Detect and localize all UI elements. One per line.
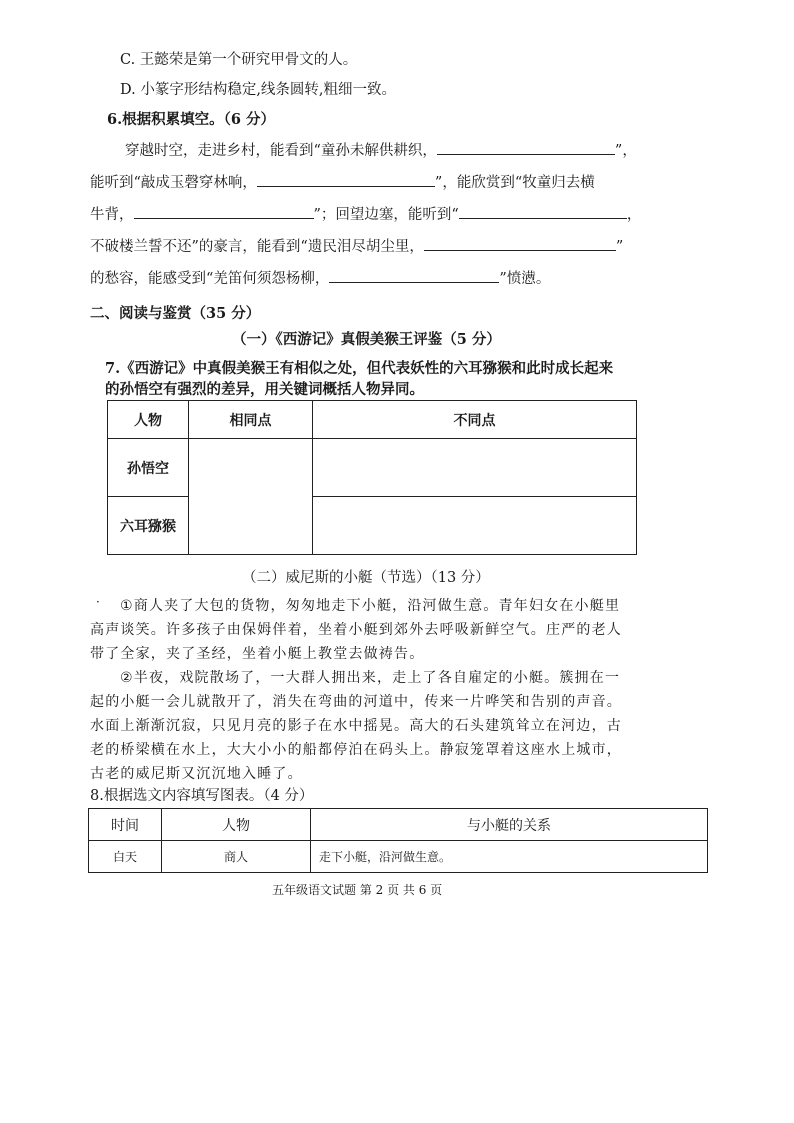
q6-text: 能听到“敲成玉磬穿林响， bbox=[90, 175, 257, 191]
q6-line-1 bbox=[125, 140, 637, 161]
table-cell-relation: 走下小艇，沿河做生意。 bbox=[311, 841, 708, 873]
passage-line: 老的桥梁横在水上，大大小小的船都停泊在码头上。静寂笼罩着这座水上城市， bbox=[90, 742, 622, 758]
page-footer: 五年级语文试题 第 2 页 共 6 页 bbox=[272, 883, 443, 897]
q6-text: ”愤懑。 bbox=[499, 271, 551, 287]
q6-text: 牛背， bbox=[90, 207, 134, 223]
answer-blank[interactable] bbox=[257, 172, 435, 187]
part-2-title: （二）威尼斯的小艇（节选）（13 分） bbox=[242, 570, 490, 586]
table-header: 人物 bbox=[108, 401, 189, 439]
q6-line-2 bbox=[90, 172, 595, 193]
table-row-label: 孙悟空 bbox=[108, 439, 189, 497]
q6-line-3 bbox=[90, 204, 641, 225]
answer-blank[interactable] bbox=[459, 204, 627, 219]
difference-answer-cell[interactable] bbox=[313, 439, 637, 497]
passage-line: 带了全家，夹了圣经，坐着小艇上教堂去做祷告。 bbox=[90, 646, 425, 662]
difference-answer-cell[interactable] bbox=[313, 497, 637, 555]
passage-mark: · bbox=[96, 595, 100, 609]
q6-line-4 bbox=[90, 236, 623, 257]
q6-text: ， bbox=[626, 207, 642, 223]
q6-text: ” bbox=[615, 239, 624, 255]
table-header: 相同点 bbox=[189, 401, 313, 439]
part-1-title: （一）《西游记》真假美猴王评鉴（5 分） bbox=[232, 331, 501, 348]
table-header: 时间 bbox=[89, 809, 162, 841]
table-header: 与小艇的关系 bbox=[311, 809, 708, 841]
answer-blank[interactable] bbox=[424, 236, 616, 251]
q6-line-5 bbox=[90, 268, 550, 289]
table-header: 不同点 bbox=[313, 401, 637, 439]
q6-text: 的愁容，能感受到“羌笛何须怨杨柳， bbox=[90, 271, 330, 287]
q6-text: 穿越时空，走进乡村，能看到“童孙未解供耕织， bbox=[125, 143, 437, 159]
table-cell-person: 商人 bbox=[162, 841, 311, 873]
table-cell-time: 白天 bbox=[89, 841, 162, 873]
table-header: 人物 bbox=[162, 809, 311, 841]
q6-text: 不破楼兰誓不还”的豪言，能看到“遗民泪尽胡尘里， bbox=[90, 239, 424, 255]
passage-line: 古老的威尼斯又沉沉地入睡了。 bbox=[90, 766, 303, 782]
q6-text: ”，能欣赏到“牧童归去横 bbox=[434, 175, 595, 191]
passage-line: 高声谈笑。许多孩子由保姆伴着，坐着小艇到郊外去呼吸新鲜空气。庄严的老人 bbox=[90, 622, 622, 638]
question-8-heading: 8.根据选文内容填写图表。（4 分） bbox=[90, 788, 314, 804]
passage-line: ①商人夹了大包的货物，匆匆地走下小艇，沿河做生意。青年妇女在小艇里 bbox=[120, 598, 621, 614]
answer-blank[interactable] bbox=[437, 140, 615, 155]
question-7-line-2: 的孙悟空有强烈的差异，用关键词概括人物异同。 bbox=[105, 381, 424, 398]
question-7-line-1: 7.《西游记》中真假美猴王有相似之处，但代表妖性的六耳猕猴和此时成长起来 bbox=[105, 360, 614, 377]
passage-line: 水面上渐渐沉寂，只见月亮的影子在水中摇晃。高大的石头建筑耸立在河边，古 bbox=[90, 718, 622, 734]
answer-blank[interactable] bbox=[134, 204, 314, 219]
question-6-heading: 6.根据积累填空。（6 分） bbox=[107, 111, 276, 128]
passage-line: 起的小艇一会儿就散开了，消失在弯曲的河道中，传来一片哗笑和告别的声音。 bbox=[90, 694, 622, 710]
table-row-label: 六耳猕猴 bbox=[108, 497, 189, 555]
section-2-heading: 二、阅读与鉴赏（35 分） bbox=[90, 305, 261, 322]
q6-text: ”， bbox=[614, 143, 637, 159]
character-comparison-table bbox=[107, 400, 637, 555]
option-d: D. 小篆字形结构稳定,线条圆转,粗细一致。 bbox=[120, 82, 397, 98]
q6-text: ”；回望边塞，能听到“ bbox=[313, 207, 459, 223]
option-c: C. 王懿荣是第一个研究甲骨文的人。 bbox=[120, 52, 358, 68]
similarity-answer-cell[interactable] bbox=[189, 439, 313, 555]
answer-blank[interactable] bbox=[329, 268, 499, 283]
boat-relation-table bbox=[88, 808, 708, 873]
passage-line: ②半夜，戏院散场了，一大群人拥出来，走上了各自雇定的小艇。簇拥在一 bbox=[120, 670, 621, 686]
